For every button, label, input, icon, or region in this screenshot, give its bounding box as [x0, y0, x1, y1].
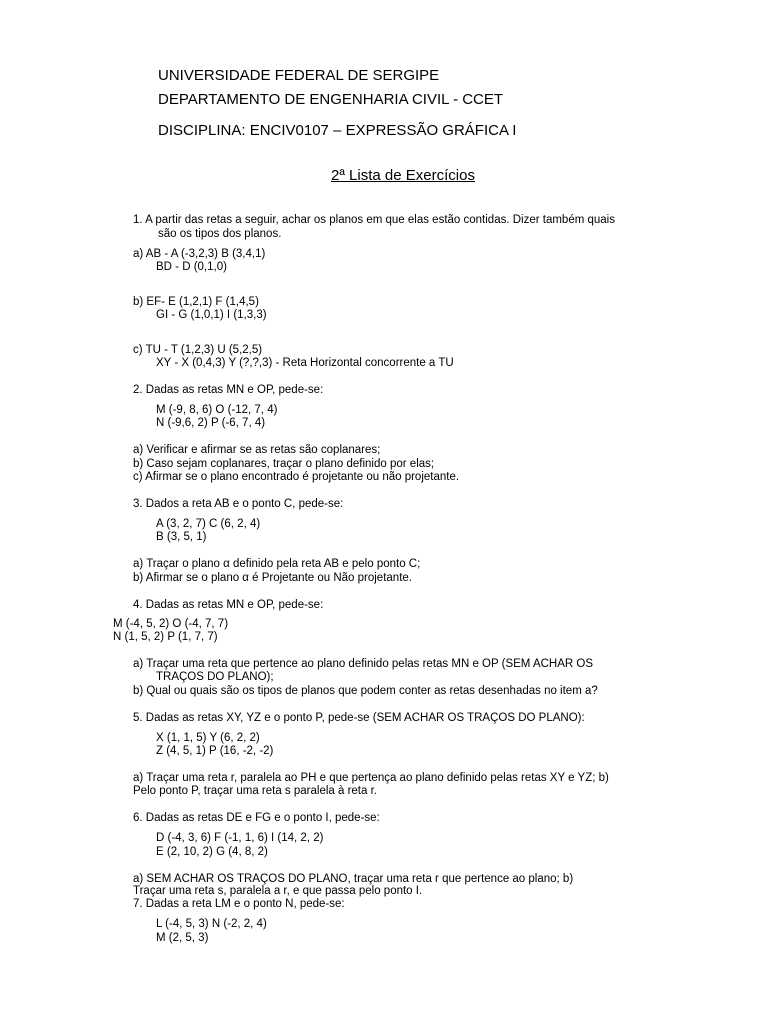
q1-item-b-line2: GI - G (1,0,1) I (1,3,3) — [156, 309, 267, 321]
q2-item-c: c) Afirmar se o plano encontrado é projetante ou não projetante. — [133, 471, 460, 483]
q3-points-line2: B (3, 5, 1) — [156, 531, 207, 543]
q4-item-b: b) Qual ou quais são os tipos de planos que podem conter as retas desenhadas no item a? — [133, 685, 598, 697]
course-name: DISCIPLINA: ENCIV0107 – EXPRESSÃO GRÁFICA I — [158, 122, 517, 139]
q5-points-line1: X (1, 1, 5) Y (6, 2, 2) — [156, 732, 260, 744]
q6-points-line2: E (2, 10, 2) G (4, 8, 2) — [156, 846, 268, 858]
q2-item-a: a) Verificar e afirmar se as retas são coplanares; — [133, 444, 381, 456]
q5-item-a-line2: Pelo ponto P, traçar uma reta s paralela à reta r. — [133, 785, 377, 797]
q4-points-line1: M (-4, 5, 2) O (-4, 7, 7) — [113, 618, 229, 630]
q4-item-a-line1: a) Traçar uma reta que pertence ao plano definido pelas retas MN e OP (SEM ACHAR OS — [133, 658, 594, 670]
q2-statement: 2. Dadas as retas MN e OP, pede-se: — [133, 384, 324, 396]
q2-item-b: b) Caso sejam coplanares, traçar o plano definido por elas; — [133, 458, 435, 470]
q1-item-a-line2: BD - D (0,1,0) — [156, 261, 227, 273]
q6-item-a-line2: Traçar uma reta s, paralela a r, e que passa pelo ponto I. — [133, 885, 423, 897]
q3-points-line1: A (3, 2, 7) C (6, 2, 4) — [156, 518, 261, 530]
q1-item-b-line1: b) EF- E (1,2,1) F (1,4,5) — [133, 296, 259, 308]
q1-item-a-line1: a) AB - A (-3,2,3) B (3,4,1) — [133, 248, 266, 260]
q6-points-line1: D (-4, 3, 6) F (-1, 1, 6) I (14, 2, 2) — [156, 832, 324, 844]
q7-statement: 7. Dadas a reta LM e o ponto N, pede-se: — [133, 898, 345, 910]
q1-statement-line1: 1. A partir das retas a seguir, achar os planos em que elas estão contidas. Dizer também quais — [133, 214, 615, 226]
q4-statement: 4. Dadas as retas MN e OP, pede-se: — [133, 599, 324, 611]
q2-points-line1: M (-9, 8, 6) O (-12, 7, 4) — [156, 404, 278, 416]
q4-points-line2: N (1, 5, 2) P (1, 7, 7) — [113, 631, 218, 643]
q2-points-line2: N (-9,6, 2) P (-6, 7, 4) — [156, 417, 266, 429]
department-name: DEPARTAMENTO DE ENGENHARIA CIVIL - CCET — [158, 91, 504, 108]
q7-points-line2: M (2, 5, 3) — [156, 932, 209, 944]
q5-points-line2: Z (4, 5, 1) P (16, -2, -2) — [156, 745, 274, 757]
q4-item-a-line2: TRAÇOS DO PLANO); — [156, 671, 274, 683]
q3-statement: 3. Dados a reta AB e o ponto C, pede-se: — [133, 498, 344, 510]
q1-statement-line2: são os tipos dos planos. — [158, 228, 282, 240]
q5-item-a-line1: a) Traçar uma reta r, paralela ao PH e que pertença ao plano definido pelas retas XY e YZ; b) — [133, 772, 609, 784]
q3-item-a: a) Traçar o plano α definido pela reta AB e pelo ponto C; — [133, 558, 421, 570]
q5-statement: 5. Dadas as retas XY, YZ e o ponto P, pede-se (SEM ACHAR OS TRAÇOS DO PLANO): — [133, 712, 585, 724]
q1-item-c-line2: XY - X (0,4,3) Y (?,?,3) - Reta Horizontal concorrente a TU — [156, 357, 454, 369]
q6-item-a-line1: a) SEM ACHAR OS TRAÇOS DO PLANO, traçar uma reta r que pertence ao plano; b) — [133, 873, 574, 885]
q3-item-b: b) Afirmar se o plano α é Projetante ou Não projetante. — [133, 572, 412, 584]
university-name: UNIVERSIDADE FEDERAL DE SERGIPE — [158, 67, 440, 84]
q1-item-c-line1: c) TU - T (1,2,3) U (5,2,5) — [133, 344, 263, 356]
q7-points-line1: L (-4, 5, 3) N (-2, 2, 4) — [156, 918, 267, 930]
q6-statement: 6. Dadas as retas DE e FG e o ponto I, pede-se: — [133, 812, 380, 824]
document-title: 2ª Lista de Exercícios — [331, 167, 475, 184]
